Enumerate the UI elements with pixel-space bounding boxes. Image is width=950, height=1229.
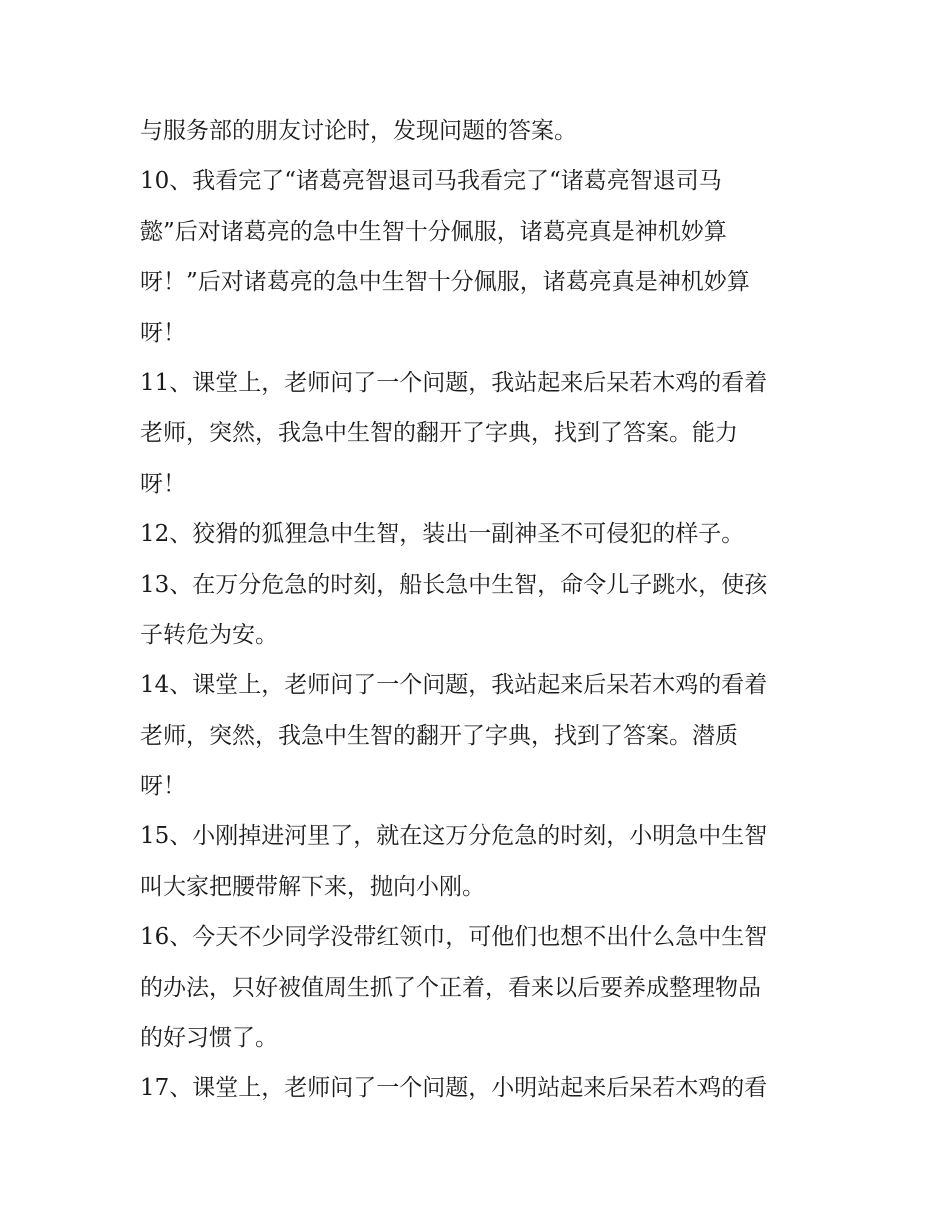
text-line-10: 13、在万分危急的时刻，船长急中生智，命令儿子跳水，使孩 <box>140 571 768 598</box>
text-line-9: 12、狡猾的狐狸急中生智，装出一副神圣不可侵犯的样子。 <box>140 521 745 548</box>
text-line-4: 呀！”后对诸葛亮的急中生智十分佩服，诸葛亮真是神机妙算 <box>140 269 750 296</box>
text-line-20: 17、课堂上，老师问了一个问题，小明站起来后呆若木鸡的看 <box>140 1075 768 1102</box>
text-line-5: 呀！ <box>140 319 186 346</box>
text-line-1: 与服务部的朋友讨论时，发现问题的答案。 <box>140 118 577 144</box>
text-line-13: 老师，突然，我急中生智的翻开了字典，找到了答案。潜质 <box>140 722 738 749</box>
text-line-7: 老师，突然，我急中生智的翻开了字典，找到了答案。能力 <box>140 420 738 447</box>
text-line-15: 15、小刚掉进河里了，就在这万分危急的时刻，小明急中生智 <box>140 823 768 850</box>
text-line-16: 叫大家把腰带解下来，抛向小刚。 <box>140 873 485 900</box>
text-line-6: 11、课堂上，老师问了一个问题，我站起来后呆若木鸡的看着 <box>140 369 768 396</box>
document-body <box>140 106 820 1114</box>
text-line-11: 子转危为安。 <box>140 621 278 648</box>
text-line-12: 14、课堂上，老师问了一个问题，我站起来后呆若木鸡的看着 <box>140 672 768 699</box>
text-line-2: 10、我看完了“诸葛亮智退司马我看完了“诸葛亮智退司马 <box>140 168 722 195</box>
text-line-17: 16、今天不少同学没带红领巾，可他们也想不出什么急中生智 <box>140 924 768 951</box>
text-line-14: 呀！ <box>140 773 186 800</box>
text-line-8: 呀！ <box>140 470 186 497</box>
text-line-18: 的办法，只好被值周生抓了个正着，看来以后要养成整理物品 <box>140 974 761 1001</box>
text-line-19: 的好习惯了。 <box>140 1025 278 1052</box>
text-line-3: 懿”后对诸葛亮的急中生智十分佩服，诸葛亮真是神机妙算 <box>140 218 727 245</box>
